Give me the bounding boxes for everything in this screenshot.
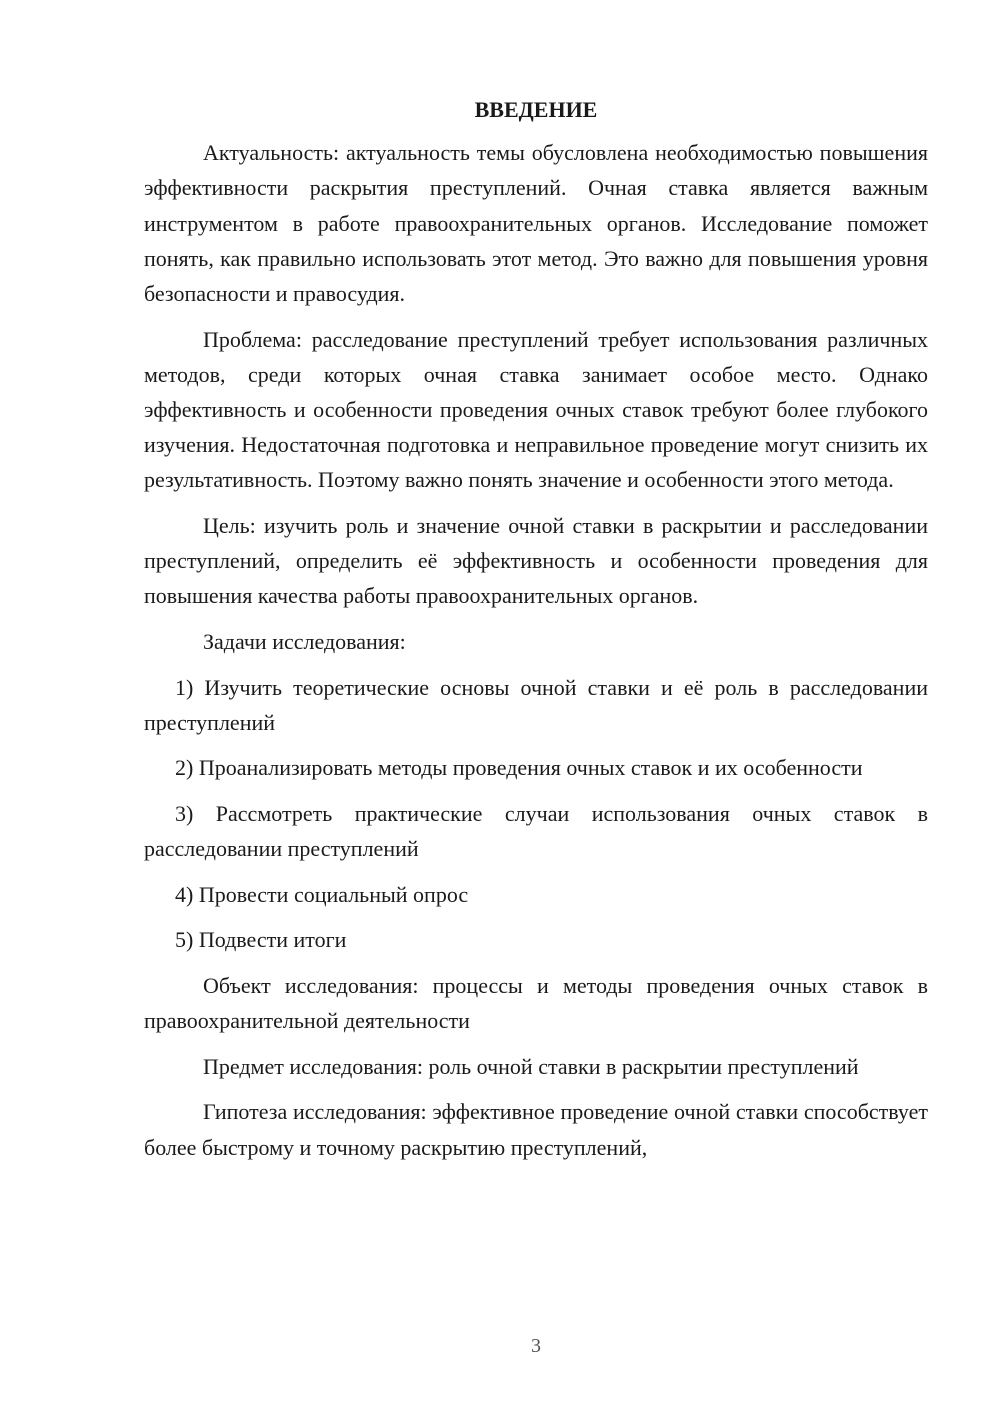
paragraph-goal: Цель: изучить роль и значение очной ставки в раскрытии и расследовании преступлений, определить её эффективность и особенности проведения для повышения качества работы правоохранительных органов. (144, 513, 928, 609)
paragraph-subject: Предмет исследования: роль очной ставки в раскрытии преступлений (203, 1053, 859, 1079)
paragraph-tasks-heading: Задачи исследования: (203, 629, 406, 655)
paragraph-relevance: Актуальность: актуальность темы обусловлена необходимостью повышения эффективности раскрытия преступлений. Очная ставка является важным инструментом в работе правоохранительных органов. Исследование поможет понять, как правильно использовать этот метод. Это важно для повышения уровня безопасности и правосудия. (144, 140, 928, 307)
task-item: 5) Подвести итоги (175, 927, 347, 953)
task-item: 2) Проанализировать методы проведения очных ставок и их особенности (175, 755, 863, 781)
paragraph-hypothesis: Гипотеза исследования: эффективное проведение очной ставки способствует более быстрому и точному раскрытию преступлений, (144, 1099, 928, 1160)
paragraph-object: Объект исследования: процессы и методы проведения очных ставок в правоохранительной деятельности (144, 972, 928, 1034)
section-title: ВВЕДЕНИЕ (474, 97, 598, 122)
task-item: 4) Провести социальный опрос (175, 881, 469, 907)
task-item: 3) Рассмотреть практические случаи использования очных ставок в расследовании преступлений (144, 801, 928, 862)
page-number: 3 (531, 1335, 541, 1357)
document-page (144, 92, 928, 1175)
paragraph-problem: Проблема: расследование преступлений требует использования различных методов, среди которых очная ставка занимает особое место. Однако эффективность и особенности проведения очных ставок требуют более глубокого изучения. Недостаточная подготовка и неправильное проведение могут снизить их результативность. Поэтому важно понять значение и особенности этого метода. (144, 326, 928, 493)
task-item: 1) Изучить теоретические основы очной ставки и её роль в расследовании преступлений (144, 674, 928, 735)
